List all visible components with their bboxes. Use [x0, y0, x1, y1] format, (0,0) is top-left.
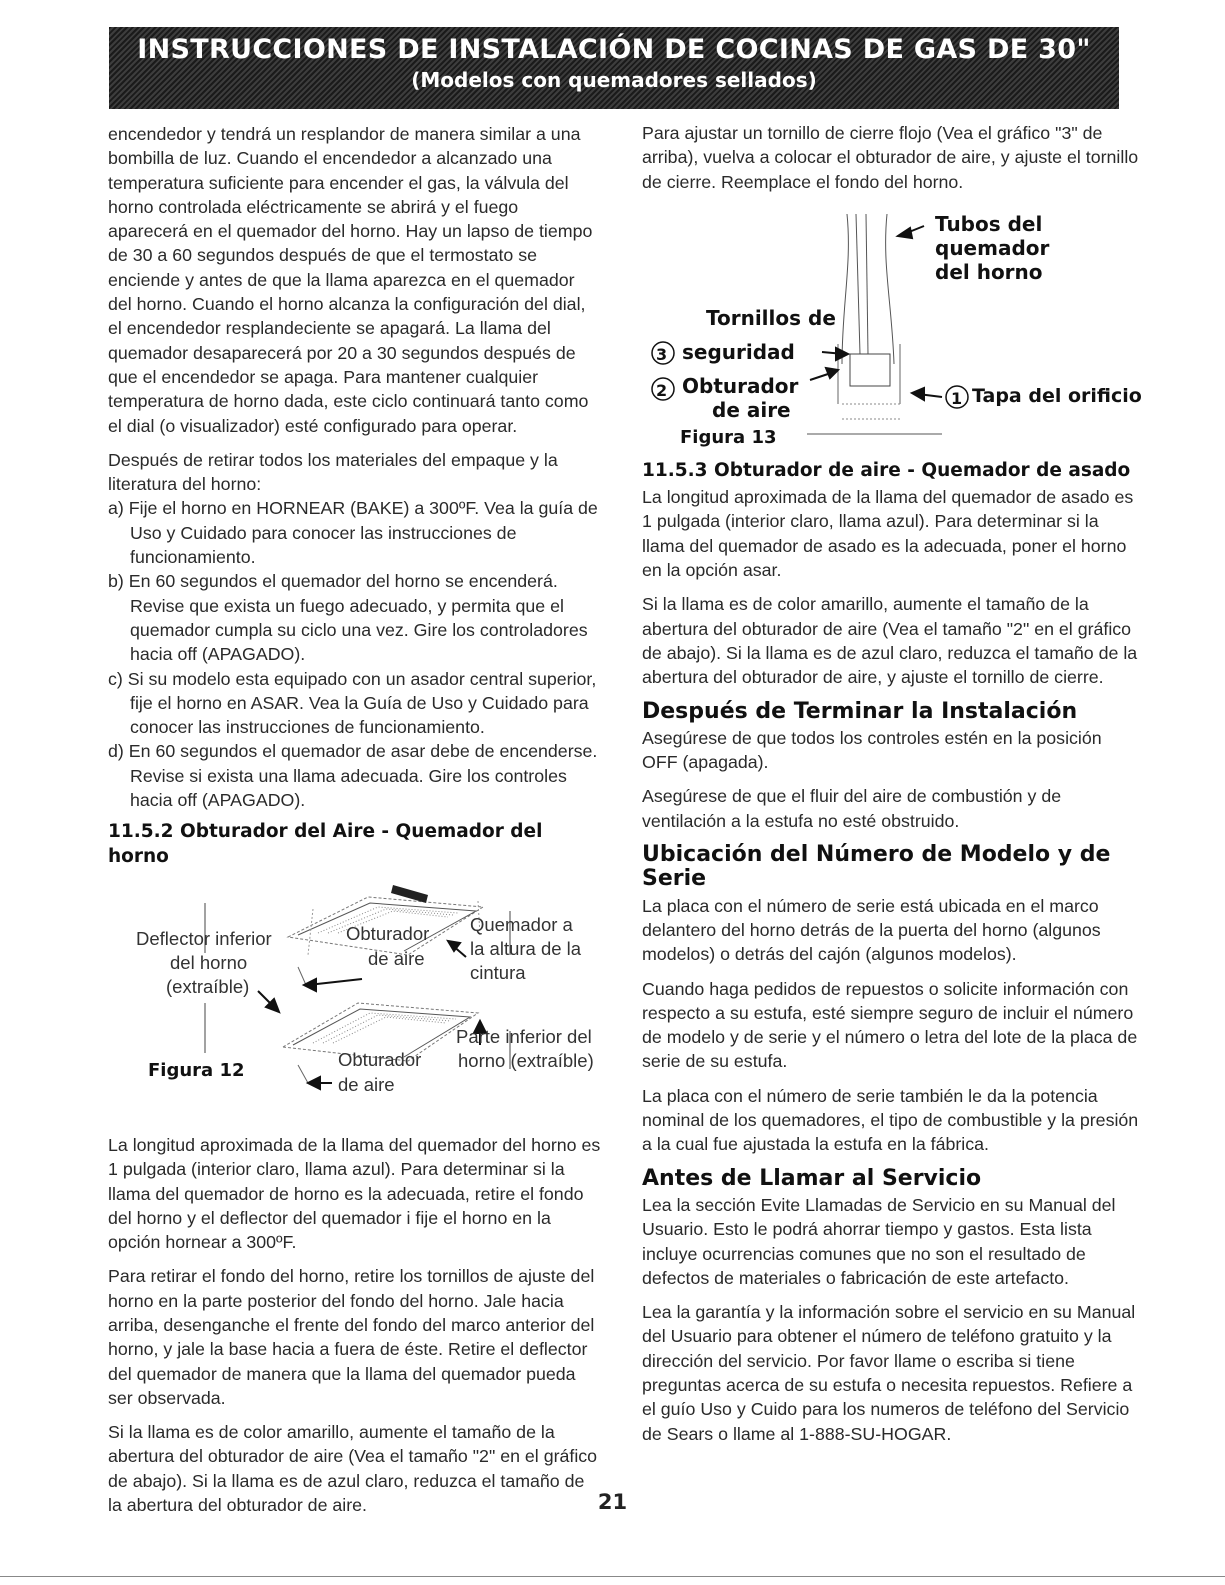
document-title: INSTRUCCIONES DE INSTALACIÓN DE COCINAS DE GAS DE 30": [137, 34, 1091, 65]
step-list: [108, 496, 603, 812]
paragraph: La placa con el número de serie también le da la potencia nominal de los quemadores, el tipo de combustible y la presión a la cual fue ajustada la estufa en la fábrica.: [642, 1085, 1139, 1155]
figure-12-caption: Figura 12: [148, 1059, 245, 1081]
fig13-label-tornillos: Tornillos de: [706, 305, 836, 330]
left-column: [108, 122, 603, 1527]
fig12-label-deflector: (extraíble): [166, 975, 250, 997]
fig13-label-tubos: [935, 212, 1049, 284]
step-item: c) Si su modelo esta equipado con un asador central superior, fije el horno en ASAR. Vea la Guía de Uso y Cuidado para conocer las instrucciones de funcionamiento.: [108, 668, 597, 738]
figure-13: [642, 204, 1142, 449]
paragraph: Lea la sección Evite Llamadas de Servicio en su Manual del Usuario. Esto le podrá ahorrar tiempo y gastos. Esta lista incluye ocurrencias comunes que no son el resultado de defectos de materiales o fabricación de este artefacto.: [642, 1194, 1116, 1288]
fig12-label-quemador: Quemador a: [470, 913, 573, 935]
paragraph: La longitud aproximada de la llama del quemador del horno es 1 pulgada (interior claro, llama azul). Para determinar si la llama del quemador de horno es la adecuada, retire el fondo del horno y el deflector del quemador i fije el horno en la opción hornear a 300ºF.: [108, 1134, 601, 1253]
section-heading: Antes de Llamar al Servicio: [642, 1165, 982, 1191]
fig12-label-parte: Parte inferior del: [456, 1025, 592, 1047]
fig13-number: 2: [656, 380, 668, 400]
fig12-label-obturador-bottom: Obturador: [338, 1048, 422, 1070]
paragraph: encendedor y tendrá un resplandor de manera similar a una bombilla de luz. Cuando el encendedor a alcanzado una temperatura suficiente para encender el gas, la válvula del horno controlada eléctricamente se abrirá y el fuego aparecerá en el quemador del horno. Hay un lapso de tiempo de 30 a 60 segundos después de que el termostato se enciende y antes de que la llama aparezca en el quemador del horno. Cuando el horno alcanza la configuración del dial, el encendedor resplandeciente se apagará. La llama del quemador desaparecerá por 20 a 30 segundos después de que el encendedor se apaga. Para mantener cualquier temperatura de horno dada, este ciclo continuará tanto como el dial (o visualizador) esté configurado para operar.: [108, 124, 593, 436]
fig12-label-parte: horno (extraíble): [458, 1049, 594, 1071]
fig13-label-line: Tubos del: [935, 211, 1043, 236]
fig13-number: 3: [656, 344, 668, 364]
fig13-label-tornillos: seguridad: [682, 339, 795, 364]
step-item: b) En 60 segundos el quemador del horno se encenderá. Revise que exista un fuego adecuado, y permita que el quemador cumpla su ciclo una vez. Gire los controladores hacia off (APAGADO).: [108, 571, 588, 665]
figure-13-caption: Figura 13: [680, 426, 777, 448]
paragraph: Para retirar el fondo del horno, retire los tornillos de ajuste del horno en la parte posterior del fondo del horno. Jale hacia arriba, desenganche el frente del fondo del marco anterior del horno, y jale la base hacia a fuera de éste. Retire el deflector del quemador de manera que la llama del quemador pueda ser observada.: [108, 1266, 595, 1408]
section-heading: 11.5.3 Obturador de aire - Quemador de asado: [642, 459, 1131, 481]
fig12-label-quemador: la altura de la: [470, 937, 582, 959]
paragraph: Lea la garantía y la información sobre el servicio en su Manual del Usuario para obtener el número de teléfono gratuito y la dirección del servicio. Por favor llame o escriba si tiene preguntas acerca de su estufa o necesita repuestos. Refiere a el guío Uso y Cuido para los numeros de teléfono del Servicio de Sears o llame al 1-888-SU-HOGAR.: [642, 1302, 1136, 1444]
document-subtitle: (Modelos con quemadores sellados): [411, 68, 817, 92]
paragraph: La longitud aproximada de la llama del quemador de asado es 1 pulgada (interior claro, llama azul). Para determinar si la llama del quemador de asado es la adecuada, poner el horno en la opción asar.: [642, 487, 1134, 581]
fig13-label-line: del horno: [935, 259, 1043, 284]
fig13-label-obturador: Obturador: [682, 373, 799, 398]
fig12-label-obturador: Obturador: [346, 922, 430, 944]
section-heading: 11.5.2 Obturador del Aire - Quemador del horno: [108, 821, 543, 867]
paragraph: Si la llama es de color amarillo, aumente el tamaño de la abertura del obturador de aire (Vea el tamaño "2" en el gráfico de abajo). Si la llama es de azul claro, reduzca el tamaño de la abertura del obturador de aire.: [108, 1422, 598, 1516]
step-item: a) Fije el horno en HORNEAR (BAKE) a 300ºF. Vea la guía de Uso y Cuidado para conocer las instrucciones de funcionamiento.: [108, 498, 598, 568]
figure-12: [108, 875, 603, 1133]
step-item: d) En 60 segundos el quemador de asar debe de encenderse. Revise si exista una llama adecuada. Gire los controles hacia off (APAGADO).: [108, 741, 598, 811]
fig13-number: 1: [951, 388, 963, 408]
fig12-label-obturador-bottom: de aire: [338, 1073, 395, 1095]
paragraph: Asegúrese de que el fluir del aire de combustión y de ventilación a la estufa no esté obstruido.: [642, 786, 1062, 831]
page-bottom-rule: [0, 1576, 1225, 1577]
section-heading: Después de Terminar la Instalación: [642, 698, 1078, 724]
section-heading: Ubicación del Número de Modelo y de Serie: [642, 842, 1111, 892]
paragraph: Cuando haga pedidos de repuestos o solicite información con respecto a su estufa, esté siempre seguro de incluir el número de modelo y de serie y el número o letra del lote de la placa de serie de su estufa.: [642, 978, 1138, 1072]
paragraph: La placa con el número de serie está ubicada en el marco delantero del horno detrás de la puerta del horno (algunos modelos) o detrás del cajón (algunos modelos).: [642, 895, 1101, 965]
fig13-label-line: quemador: [935, 235, 1050, 260]
fig12-label-deflector: Deflector inferior: [136, 927, 272, 949]
paragraph: Después de retirar todos los materiales del empaque y la literatura del horno:: [108, 449, 558, 495]
header-banner: [109, 27, 1119, 109]
fig12-label-quemador: cintura: [470, 961, 526, 983]
fig12-label-obturador: de aire: [368, 947, 425, 969]
paragraph: Si la llama es de color amarillo, aumente el tamaño de la abertura del obturador de aire (Vea el tamaño "2" en el gráfico de abajo). Si la llama es de azul claro, reduzca el tamaño de la abertura del obturador de aire, y ajuste el tornillo de cierre.: [642, 594, 1138, 688]
fig13-label-obturador: de aire: [712, 397, 791, 422]
paragraph: Asegúrese de que todos los controles estén en la posición OFF (apagada).: [642, 727, 1102, 773]
fig13-label-tapa: Tapa del orificio: [972, 384, 1142, 407]
paragraph: Para ajustar un tornillo de cierre flojo (Vea el gráfico "3" de arriba), vuelva a colocar el obturador de aire, y ajuste el tornillo de cierre. Reemplace el fondo del horno.: [642, 123, 1139, 192]
fig12-label-deflector: del horno: [170, 951, 248, 973]
page-number: 21: [597, 1490, 628, 1514]
right-column: [642, 121, 1142, 1456]
